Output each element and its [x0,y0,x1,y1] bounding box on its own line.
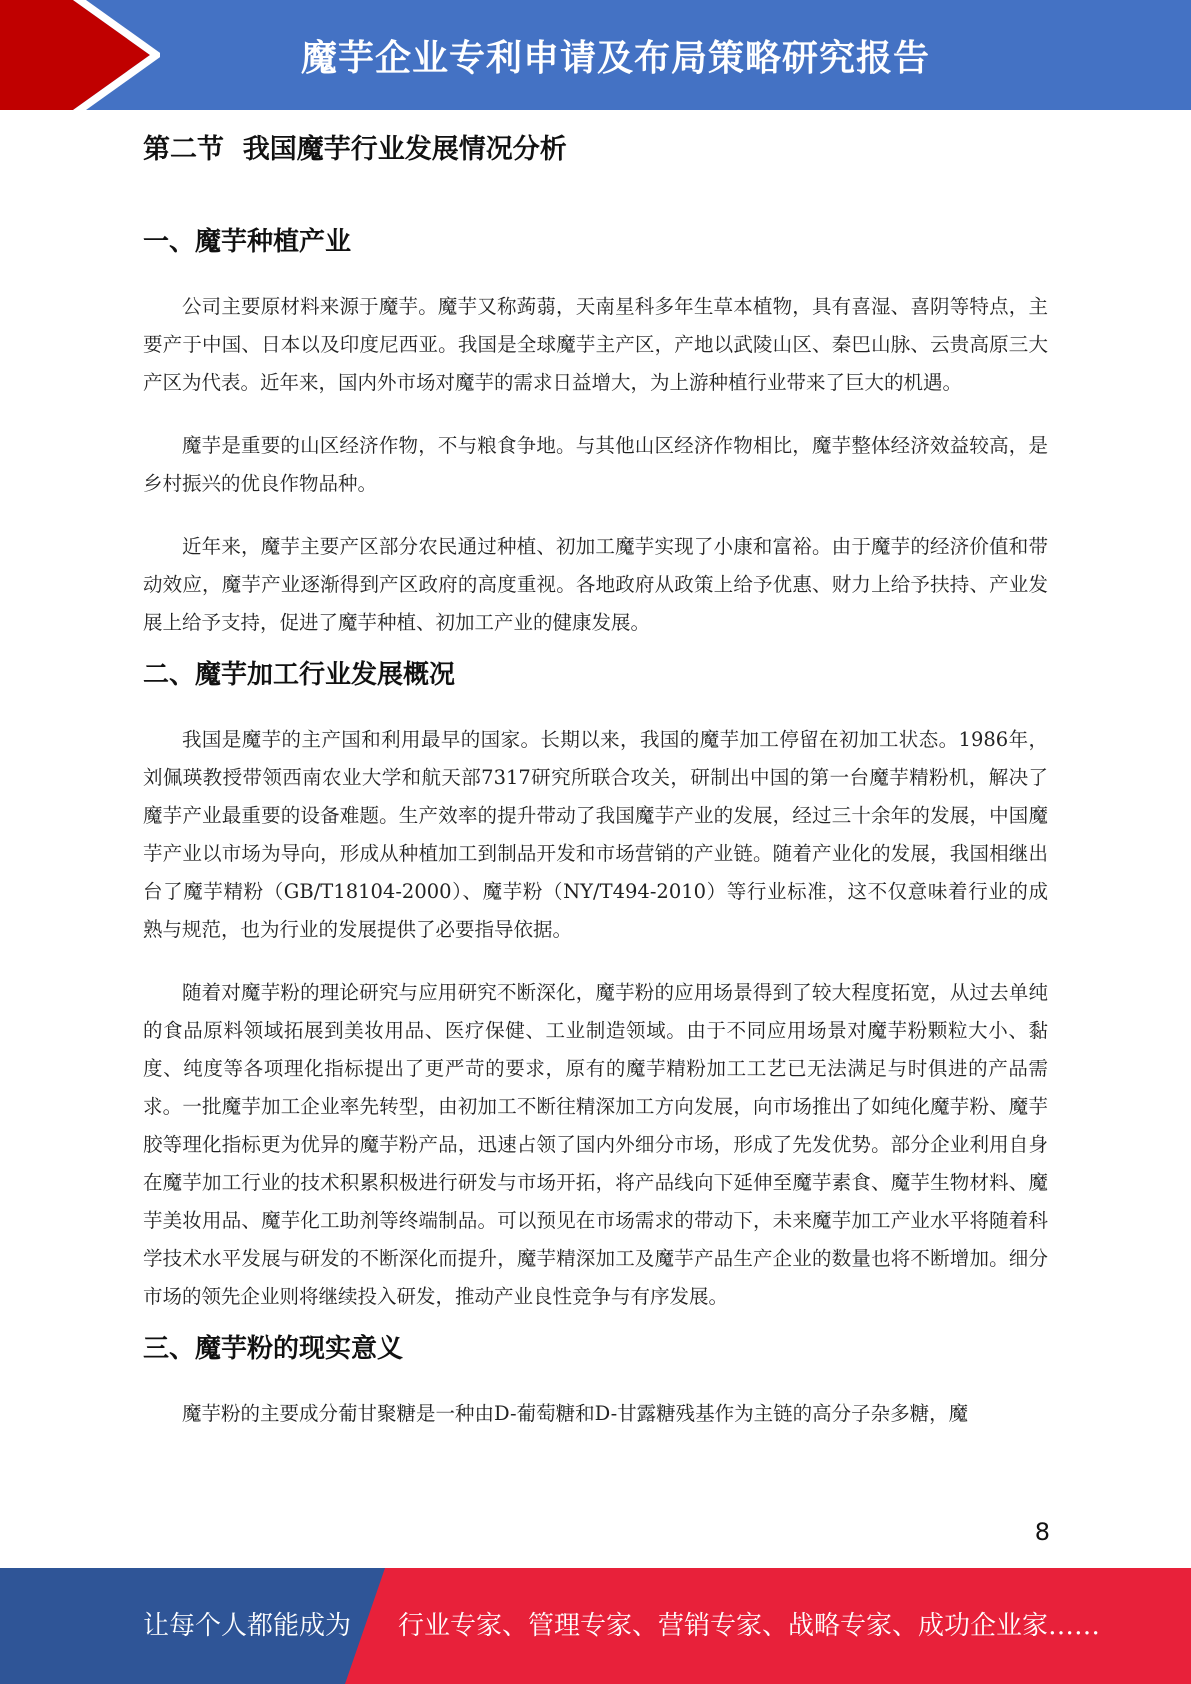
page-number: 8 [1034,1518,1050,1546]
section-title: 第二节 我国魔芋行业发展情况分析 [143,134,567,165]
paragraph: 魔芋是重要的山区经济作物，不与粮食争地。与其他山区经济作物相比，魔芋整体经济效益较高，是乡村振兴的优良作物品种。 [143,434,1048,495]
footer-slogan-left: 让每个人都能成为 [143,1611,352,1641]
heading-processing-industry: 二、魔芋加工行业发展概况 [143,660,456,690]
heading-konjac-powder-significance: 三、魔芋粉的现实意义 [143,1334,404,1364]
heading-planting-industry: 一、魔芋种植产业 [143,227,352,257]
footer-slogan-right: 行业专家、管理专家、营销专家、战略专家、成功企业家…… [398,1611,1101,1641]
page-footer [0,1568,1191,1684]
paragraph: 我国是魔芋的主产国和利用最早的国家。长期以来，我国的魔芋加工停留在初加工状态。1986年，刘佩瑛教授带领西南农业大学和航天部7317研究所联合攻关，研制出中国的第一台魔芋精粉机，解决了魔芋产业最重要的设备难题。生产效率的提升带动了我国魔芋产业的发展，经过三十余年的发展，中国魔芋产业以市场为导向，形成从种植加工到制品开发和市场营销的产业链。随着产业化的发展，我国相继出台了魔芋精粉（GB/T18104-2000）、魔芋粉（NY/T494-2010）等行业标准，这不仅意味着行业的成熟与规范，也为行业的发展提供了必要指导依据。 [143,728,1048,941]
paragraph: 魔芋粉的主要成分葡甘聚糖是一种由D-葡萄糖和D-甘露糖残基作为主链的高分子杂多糖，魔 [182,1402,969,1425]
page-content [143,128,1048,1433]
page-header [0,0,1191,110]
header-arrow-decoration [0,0,160,110]
report-title: 魔芋企业专利申请及布局策略研究报告 [300,37,930,79]
paragraph: 近年来，魔芋主要产区部分农民通过种植、初加工魔芋实现了小康和富裕。由于魔芋的经济价值和带动效应，魔芋产业逐渐得到产区政府的高度重视。各地政府从政策上给予优惠、财力上给予扶持、产业发展上给予支持，促进了魔芋种植、初加工产业的健康发展。 [143,535,1048,634]
paragraph: 随着对魔芋粉的理论研究与应用研究不断深化，魔芋粉的应用场景得到了较大程度拓宽，从过去单纯的食品原料领域拓展到美妆用品、医疗保健、工业制造领域。由于不同应用场景对魔芋粉颗粒大小、黏度、纯度等各项理化指标提出了更严苛的要求，原有的魔芋精粉加工工艺已无法满足与时俱进的产品需求。一批魔芋加工企业率先转型，由初加工不断往精深加工方向发展，向市场推出了如纯化魔芋粉、魔芋胶等理化指标更为优异的魔芋粉产品，迅速占领了国内外细分市场，形成了先发优势。部分企业利用自身在魔芋加工行业的技术积累积极进行研发与市场开拓，将产品线向下延伸至魔芋素食、魔芋生物材料、魔芋美妆用品、魔芋化工助剂等终端制品。可以预见在市场需求的带动下，未来魔芋加工产业水平将随着科学技术水平发展与研发的不断深化而提升，魔芋精深加工及魔芋产品生产企业的数量也将不断增加。细分市场的领先企业则将继续投入研发，推动产业良性竞争与有序发展。 [143,981,1048,1308]
paragraph: 公司主要原材料来源于魔芋。魔芋又称蒟蒻，天南星科多年生草本植物，具有喜湿、喜阴等特点，主要产于中国、日本以及印度尼西亚。我国是全球魔芋主产区，产地以武陵山区、秦巴山脉、云贵高原三大产区为代表。近年来，国内外市场对魔芋的需求日益增大，为上游种植行业带来了巨大的机遇。 [143,295,1048,394]
